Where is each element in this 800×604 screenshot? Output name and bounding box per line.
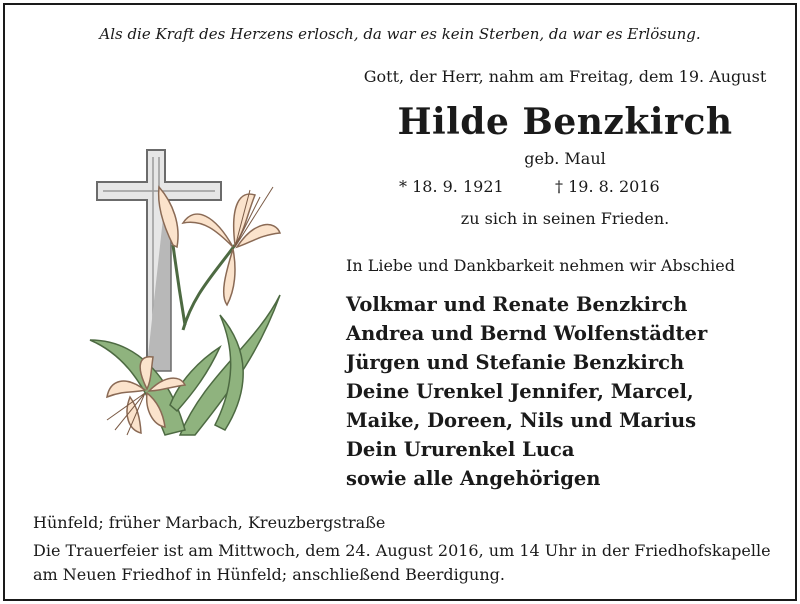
birth-date: * 18. 9. 1921 — [399, 177, 504, 196]
funeral-info — [33, 539, 793, 587]
mourner-line: sowie alle Angehörigen — [346, 467, 601, 490]
lily-icon — [90, 187, 280, 435]
peace-line: zu sich in seinen Frieden. — [460, 209, 670, 228]
farewell-line: In Liebe und Dankbarkeit nehmen wir Abschied — [346, 256, 736, 275]
motto: Als die Kraft des Herzens erlosch, da war es kein Sterben, da war es Erlösung. — [99, 25, 701, 43]
mourner-line: Deine Urenkel Jennifer, Marcel, — [346, 380, 694, 403]
death-date: † 19. 8. 2016 — [555, 177, 660, 196]
mourner-line: Jürgen und Stefanie Benzkirch — [346, 351, 685, 374]
mourner-line: Andrea und Bernd Wolfenstädter — [346, 322, 708, 345]
address-line: Hünfeld; früher Marbach, Kreuzbergstraße — [33, 513, 386, 532]
intro-line: Gott, der Herr, nahm am Freitag, dem 19. August — [363, 67, 767, 86]
deceased-name: Hilde Benzkirch — [397, 101, 733, 143]
funeral-line: Die Trauerfeier ist am Mittwoch, dem 24. August 2016, um 14 Uhr in der Friedhofskapelle — [33, 541, 771, 560]
cross-icon — [97, 150, 221, 371]
mourner-line: Maike, Doreen, Nils und Marius — [346, 409, 697, 432]
mourner-line: Volkmar und Renate Benzkirch — [346, 293, 688, 316]
mourners-list — [346, 290, 707, 493]
obituary-notice — [3, 3, 797, 601]
mourner-line: Dein Ururenkel Luca — [346, 438, 575, 461]
cross-and-lilies-graphic — [85, 135, 285, 445]
birth-name: geb. Maul — [524, 149, 606, 168]
funeral-line: am Neuen Friedhof in Hünfeld; anschließend Beerdigung. — [33, 565, 505, 584]
